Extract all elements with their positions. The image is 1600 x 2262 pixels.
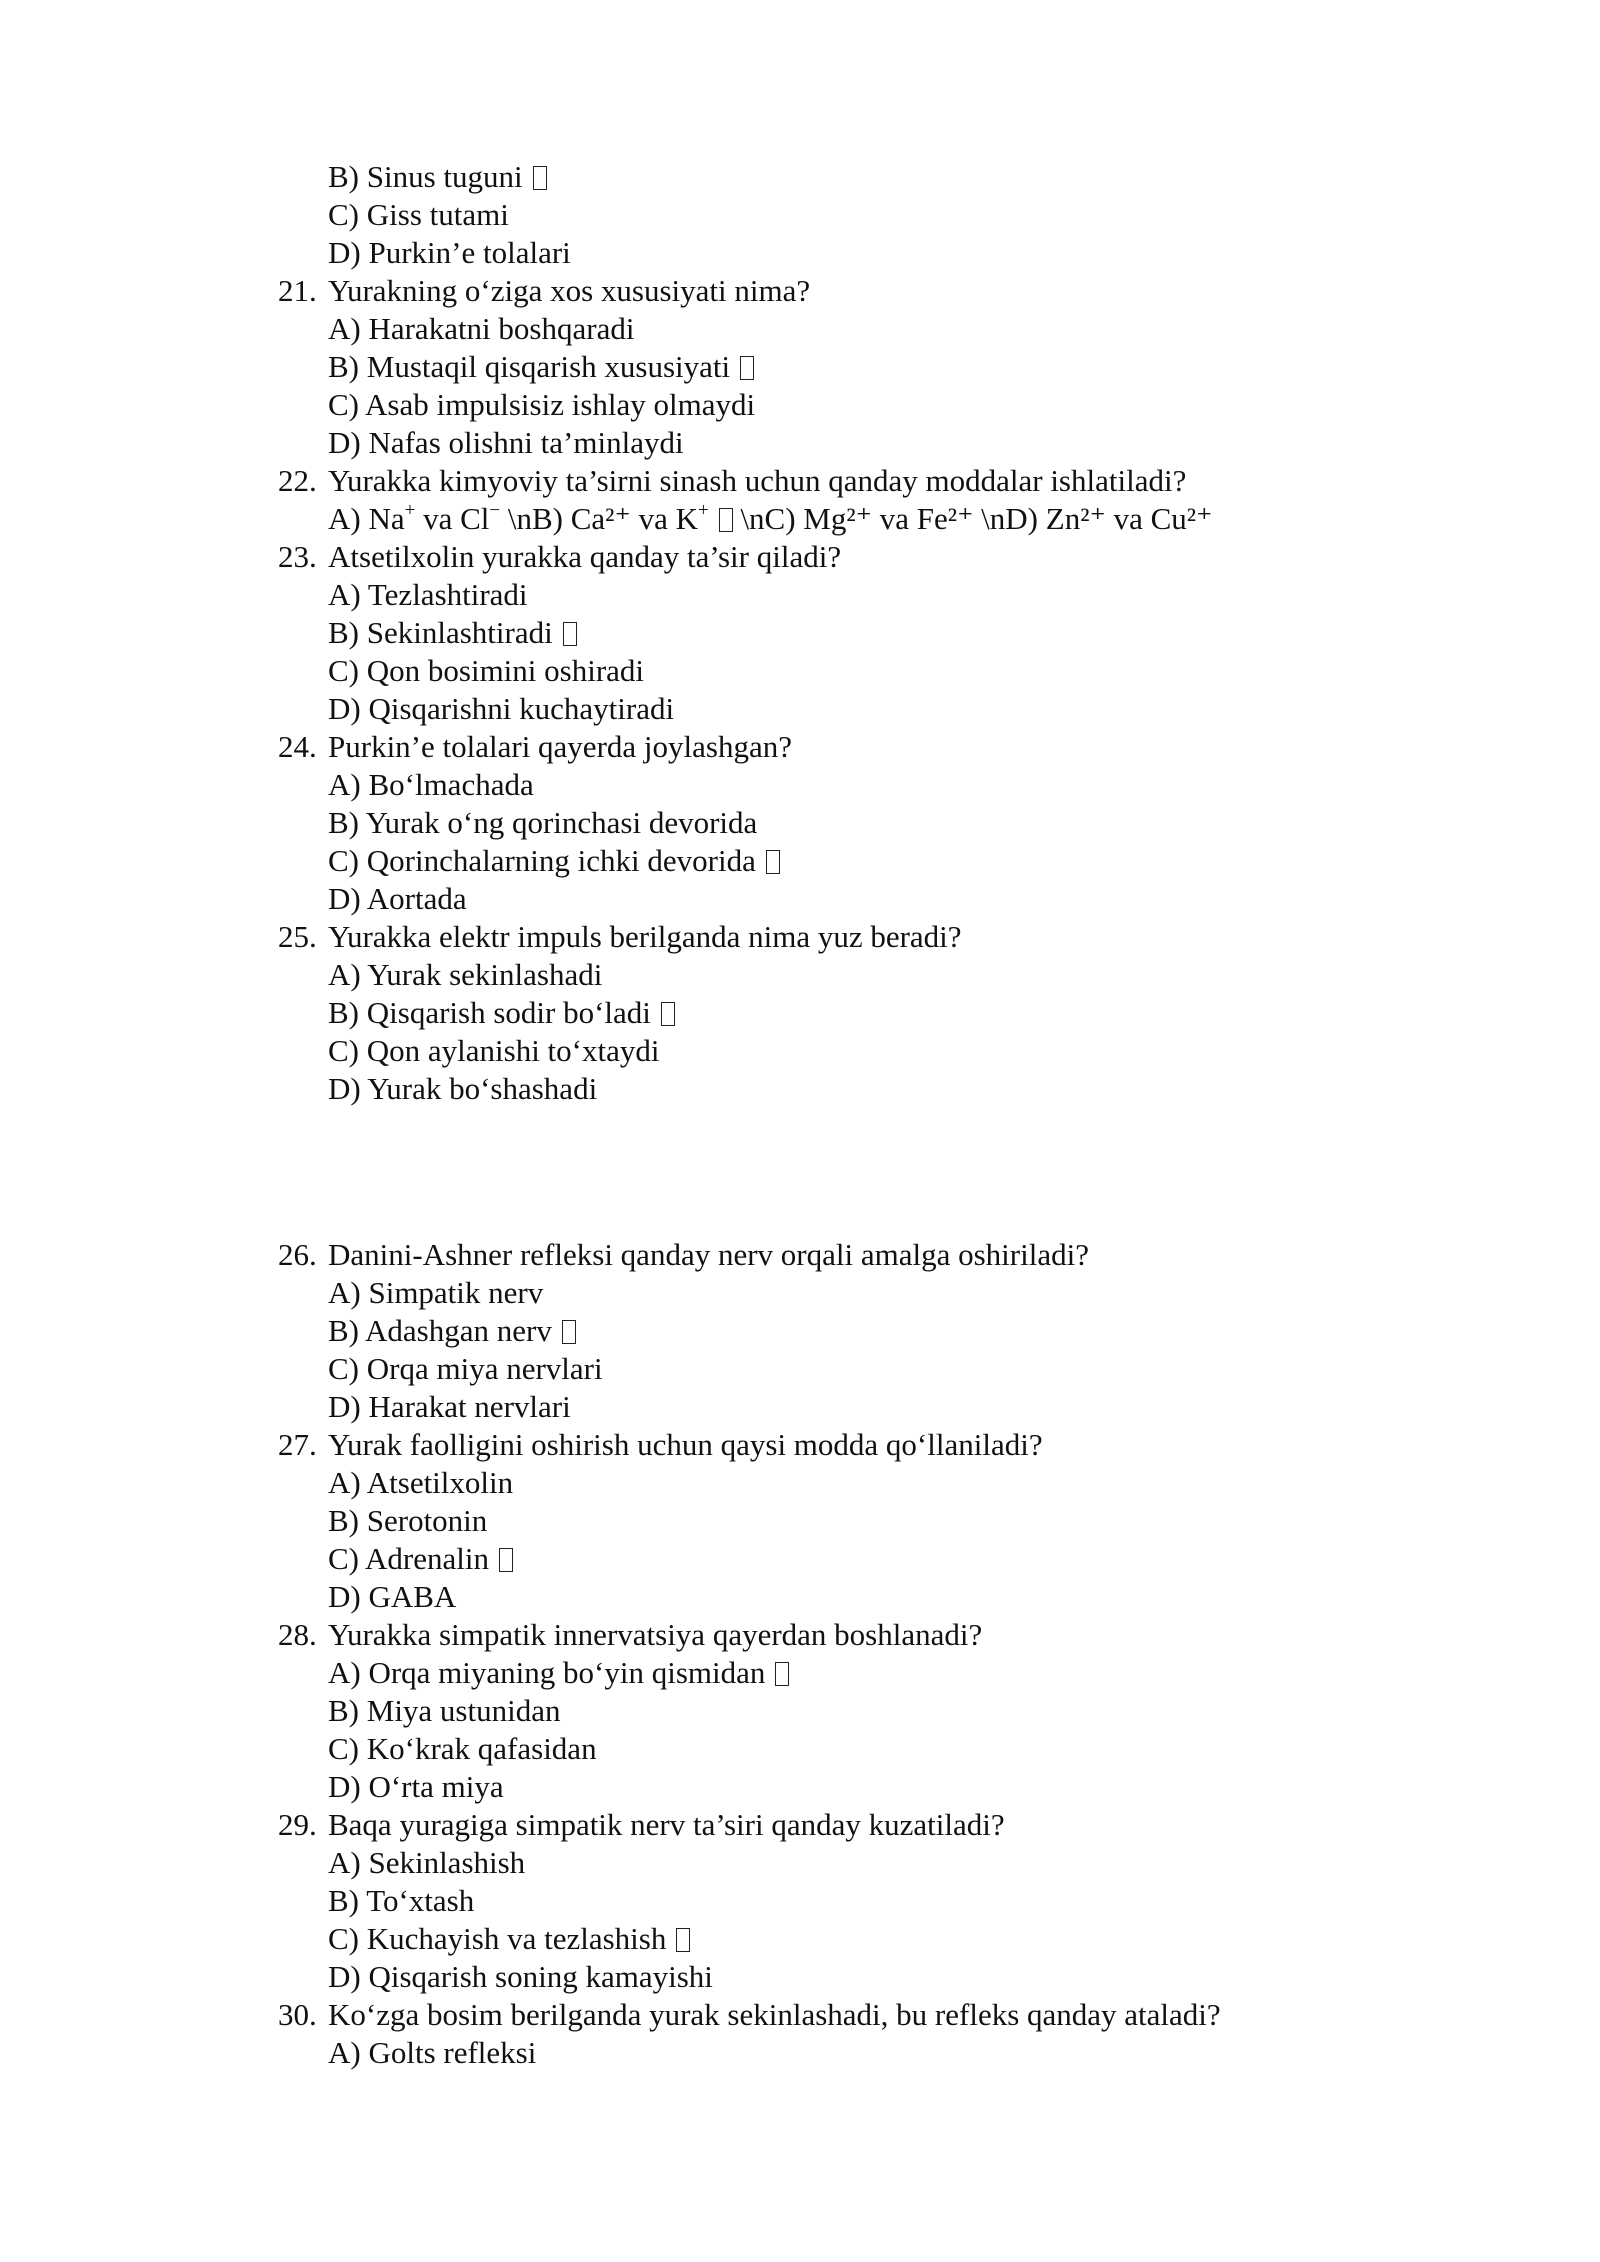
question-28 xyxy=(0,1616,1600,1654)
correct-mark-icon xyxy=(676,1928,690,1952)
correct-mark-icon xyxy=(740,356,754,380)
option-line xyxy=(0,1350,1600,1388)
option-line xyxy=(0,234,1600,272)
option-line xyxy=(0,310,1600,348)
question-21 xyxy=(0,272,1600,310)
option-line xyxy=(0,576,1600,614)
option-line xyxy=(0,2034,1600,2072)
option-line xyxy=(0,348,1600,386)
option-line xyxy=(0,842,1600,880)
option-line xyxy=(0,1958,1600,1996)
option-line xyxy=(0,424,1600,462)
option-text: A) Harakatni boshqaradi xyxy=(328,311,635,346)
question-27 xyxy=(0,1426,1600,1464)
option-text: D) Harakat nervlari xyxy=(328,1389,571,1424)
option-text: A) Atsetilxolin xyxy=(328,1465,514,1500)
option-line xyxy=(0,766,1600,804)
correct-mark-icon xyxy=(562,1320,576,1344)
question-number: 30. xyxy=(278,1997,317,2032)
question-number: 28. xyxy=(278,1617,317,1652)
option-line xyxy=(0,1540,1600,1578)
correct-mark-icon xyxy=(766,850,780,874)
option-text: B) Sinus tuguni xyxy=(328,159,523,194)
question-23 xyxy=(0,538,1600,576)
option-text: A) Tezlashtiradi xyxy=(328,577,528,612)
correct-mark-icon xyxy=(775,1662,789,1686)
question-number: 23. xyxy=(278,539,317,574)
option-line xyxy=(0,652,1600,690)
correct-mark-icon xyxy=(533,166,547,190)
question-text: Yurakka kimyoviy ta’sirni sinash uchun qanday moddalar ishlatiladi? xyxy=(328,463,1187,498)
questions-block-2 xyxy=(0,1236,1600,2072)
option-line xyxy=(0,956,1600,994)
option-line xyxy=(0,1654,1600,1692)
option-text: B) Serotonin xyxy=(328,1503,488,1538)
option-text: A) Yurak sekinlashadi xyxy=(328,957,603,992)
option-line xyxy=(0,1032,1600,1070)
question-number: 26. xyxy=(278,1237,317,1272)
option-line xyxy=(0,880,1600,918)
option-text: D) Yurak bo‘shashadi xyxy=(328,1071,598,1106)
option-text: B) Sekinlashtiradi xyxy=(328,615,553,650)
option-text: C) Ko‘krak qafasidan xyxy=(328,1731,597,1766)
option-line xyxy=(0,1730,1600,1768)
question-24 xyxy=(0,728,1600,766)
option-line xyxy=(0,1502,1600,1540)
option-line xyxy=(0,196,1600,234)
option-line xyxy=(0,804,1600,842)
superscript: + xyxy=(697,500,709,521)
question-text: Ko‘zga bosim berilganda yurak sekinlashadi, bu refleks qanday ataladi? xyxy=(328,1997,1221,2032)
option-line xyxy=(0,1882,1600,1920)
option-text: B) Qisqarish sodir bo‘ladi xyxy=(328,995,651,1030)
option-line xyxy=(0,690,1600,728)
question-number: 25. xyxy=(278,919,317,954)
option-text: D) Nafas olishni ta’minlaydi xyxy=(328,425,684,460)
question-29 xyxy=(0,1806,1600,1844)
option-text: C) Qon bosimini oshiradi xyxy=(328,653,645,688)
question-number: 27. xyxy=(278,1427,317,1462)
option-line xyxy=(0,614,1600,652)
option-text: B) To‘xtash xyxy=(328,1883,475,1918)
option-line xyxy=(0,1578,1600,1616)
option-text: C) Kuchayish va tezlashish xyxy=(328,1921,667,1956)
question-number: 24. xyxy=(278,729,317,764)
option-text: A) Bo‘lmachada xyxy=(328,767,534,802)
question-text: Purkin’e tolalari qayerda joylashgan? xyxy=(328,729,792,764)
option-line xyxy=(0,1464,1600,1502)
question-number: 29. xyxy=(278,1807,317,1842)
option-line-combined xyxy=(0,500,1600,538)
question-text: Yurakka elektr impuls berilganda nima yuz beradi? xyxy=(328,919,962,954)
option-text: D) GABA xyxy=(328,1579,457,1614)
correct-mark-icon xyxy=(563,622,577,646)
option-text: C) Qorinchalarning ichki devorida xyxy=(328,843,756,878)
option-line xyxy=(0,1070,1600,1108)
option-text: D) Qisqarish soning kamayishi xyxy=(328,1959,713,1994)
option-text: A) Simpatik nerv xyxy=(328,1275,544,1310)
correct-mark-icon xyxy=(719,508,733,532)
option-text: C) Qon aylanishi to‘xtaydi xyxy=(328,1033,660,1068)
option-line xyxy=(0,158,1600,196)
option-text: B) Miya ustunidan xyxy=(328,1693,561,1728)
question-25 xyxy=(0,918,1600,956)
option-text: A) Orqa miyaning bo‘yin qismidan xyxy=(328,1655,766,1690)
correct-mark-icon xyxy=(499,1548,513,1572)
option-text-part: A) Na xyxy=(328,501,405,536)
option-text: C) Orqa miya nervlari xyxy=(328,1351,603,1386)
option-text: B) Adashgan nerv xyxy=(328,1313,552,1348)
option-line xyxy=(0,1768,1600,1806)
option-line xyxy=(0,1692,1600,1730)
question-text: Atsetilxolin yurakka qanday ta’sir qiladi? xyxy=(328,539,842,574)
questions-block-1 xyxy=(0,158,1600,1108)
question-text: Danini-Ashner refleksi qanday nerv orqali amalga oshiriladi? xyxy=(328,1237,1089,1272)
option-text: B) Mustaqil qisqarish xususiyati xyxy=(328,349,731,384)
question-text: Yurak faolligini oshirish uchun qaysi modda qo‘llaniladi? xyxy=(328,1427,1043,1462)
option-line xyxy=(0,1312,1600,1350)
superscript: + xyxy=(404,500,416,521)
correct-mark-icon xyxy=(661,1002,675,1026)
option-text: C) Adrenalin xyxy=(328,1541,489,1576)
question-26 xyxy=(0,1236,1600,1274)
option-text-part: va Cl xyxy=(415,501,490,536)
option-text-part: \nB) Ca²⁺ va K xyxy=(500,501,698,536)
option-text-part: \nC) Mg²⁺ va Fe²⁺ \nD) Zn²⁺ va Cu²⁺ xyxy=(732,501,1213,536)
option-text: D) Purkin’e tolalari xyxy=(328,235,571,270)
question-22 xyxy=(0,462,1600,500)
question-number: 21. xyxy=(278,273,317,308)
option-line xyxy=(0,994,1600,1032)
question-text: Baqa yuragiga simpatik nerv ta’siri qanday kuzatiladi? xyxy=(328,1807,1005,1842)
option-text: C) Giss tutami xyxy=(328,197,509,232)
option-text: D) O‘rta miya xyxy=(328,1769,504,1804)
question-text: Yurakka simpatik innervatsiya qayerdan boshlanadi? xyxy=(328,1617,983,1652)
superscript: − xyxy=(489,500,501,521)
option-text: D) Aortada xyxy=(328,881,467,916)
option-text: C) Asab impulsisiz ishlay olmaydi xyxy=(328,387,756,422)
option-line xyxy=(0,1388,1600,1426)
question-number: 22. xyxy=(278,463,317,498)
option-line xyxy=(0,1920,1600,1958)
option-text: A) Sekinlashish xyxy=(328,1845,526,1880)
option-text: A) Golts refleksi xyxy=(328,2035,537,2070)
option-text: B) Yurak o‘ng qorinchasi devorida xyxy=(328,805,758,840)
question-30 xyxy=(0,1996,1600,2034)
question-text: Yurakning o‘ziga xos xususiyati nima? xyxy=(328,273,811,308)
option-line xyxy=(0,1274,1600,1312)
option-line xyxy=(0,1844,1600,1882)
option-text: D) Qisqarishni kuchaytiradi xyxy=(328,691,675,726)
option-line xyxy=(0,386,1600,424)
